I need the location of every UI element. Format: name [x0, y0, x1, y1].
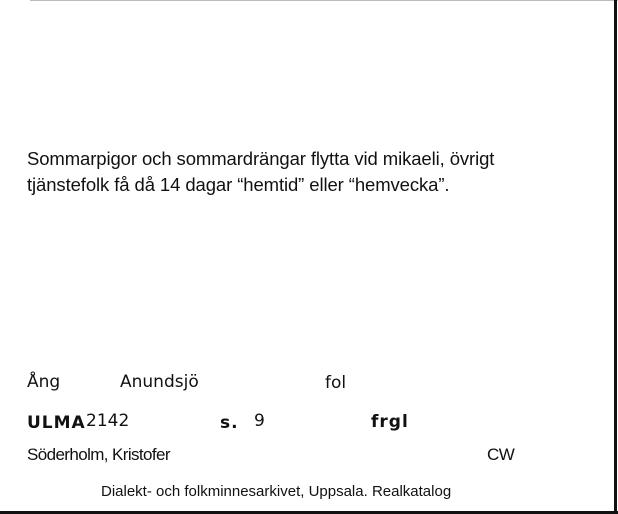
ulma-label: ULMA [27, 413, 86, 433]
body-text-line-2: tjänstefolk få då 14 dagar “hemtid” eller “hemvecka”. [27, 174, 450, 195]
ulma-number: 2142 [86, 411, 130, 431]
s-label: s. [220, 413, 239, 433]
place-name: Anundsjö [120, 372, 199, 392]
informant-name: Söderholm, Kristofer [27, 445, 170, 464]
archive-footer: Dialekt- och folkminnesarkivet, Uppsala. Realkatalog [101, 483, 452, 500]
fol-label: fol [325, 373, 347, 393]
card-top-edge [30, 0, 618, 1]
frgl-label: frgl [371, 412, 409, 432]
ang-label: Ång [27, 372, 61, 392]
s-number: 9 [254, 411, 265, 431]
collector-initials: CW [487, 445, 515, 464]
card-right-border [614, 0, 617, 514]
body-text-line-1: Sommarpigor och sommardrängar flytta vid mikaeli, övrigt [27, 148, 495, 169]
